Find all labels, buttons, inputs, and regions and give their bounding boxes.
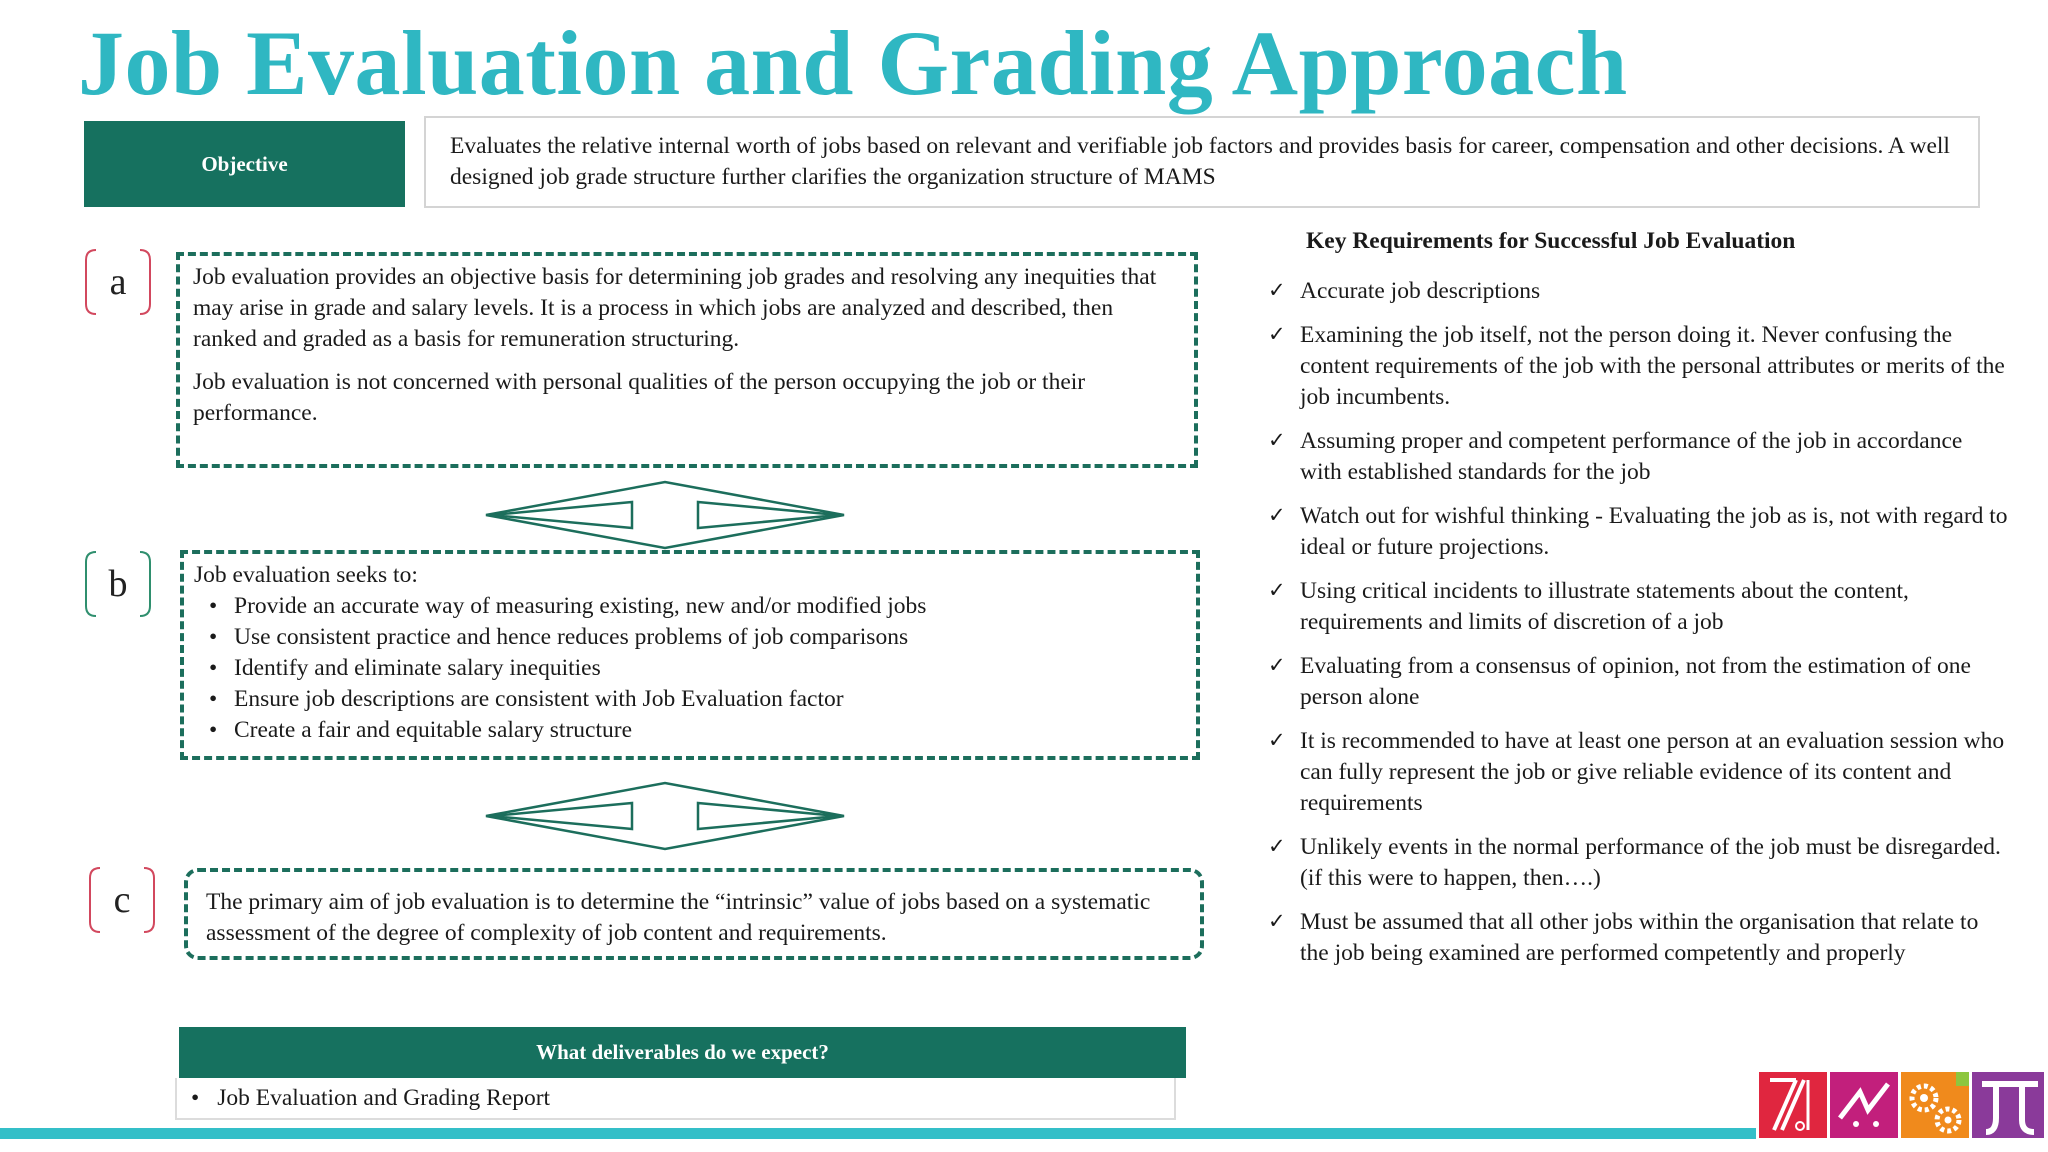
objective-text: Evaluates the relative internal worth of jobs based on relevant and verifiable job factors and provides basis for career, compensation and other decisions. A well designed job grade structure further clarifies the organization structure of MAMS bbox=[424, 116, 1980, 208]
deliverable-item: Job Evaluation and Grading Report bbox=[217, 1085, 551, 1111]
list-item: ✓ Assuming proper and competent performance of the job in accordance with established standards for the job bbox=[1268, 426, 2008, 488]
section-b-intro: Job evaluation seeks to: bbox=[194, 562, 418, 588]
section-a-box bbox=[176, 252, 1198, 468]
check-icon: ✓ bbox=[1268, 909, 1286, 933]
list-item: ✓ Evaluating from a consensus of opinion, not from the estimation of one person alone bbox=[1268, 651, 2008, 713]
bullet-icon: • bbox=[191, 1085, 200, 1111]
check-icon: ✓ bbox=[1268, 278, 1286, 302]
list-item: ✓ Unlikely events in the normal performance of the job must be disregarded. (if this were to happen, then….) bbox=[1268, 832, 2008, 894]
list-item: ✓ Examining the job itself, not the person doing it. Never confusing the content requirements of the job with the personal attributes or merits of the job incumbents. bbox=[1268, 320, 2008, 413]
section-c-marker bbox=[86, 866, 158, 934]
check-icon: ✓ bbox=[1268, 653, 1286, 677]
list-item: ✓ Using critical incidents to illustrate statements about the content, requirements and limits of discretion of a job bbox=[1268, 576, 2008, 638]
list-item: • Use consistent practice and hence reduces problems of job comparisons bbox=[209, 622, 1184, 653]
list-item: • Ensure job descriptions are consistent with Job Evaluation factor bbox=[209, 684, 1184, 715]
list-item: ✓ Must be assumed that all other jobs within the organisation that relate to the job being examined are performed competently and properly bbox=[1268, 907, 2008, 969]
objective-label: Objective bbox=[84, 121, 405, 207]
double-arrow-icon bbox=[484, 480, 846, 550]
company-logo bbox=[1756, 1070, 2048, 1140]
double-arrow-icon bbox=[484, 781, 846, 851]
section-a-marker bbox=[82, 248, 154, 316]
list-item: ✓ Watch out for wishful thinking - Evaluating the job as is, not with regard to ideal or future projections. bbox=[1268, 501, 2008, 563]
check-icon: ✓ bbox=[1268, 834, 1286, 858]
check-icon: ✓ bbox=[1268, 503, 1286, 527]
section-c-text: The primary aim of job evaluation is to determine the “intrinsic” value of jobs based on a systematic assessment of the degree of complexity of job content and requirements. bbox=[206, 889, 1151, 946]
section-b-marker bbox=[82, 550, 154, 618]
footer-bar bbox=[0, 1128, 1756, 1139]
section-b-letter: b bbox=[108, 563, 128, 605]
section-c-box bbox=[184, 868, 1204, 960]
requirements-list bbox=[1268, 276, 2008, 982]
section-b-list bbox=[194, 591, 1184, 746]
section-a-paragraph-2: Job evaluation is not concerned with personal qualities of the person occupying the job or their performance. bbox=[193, 369, 1086, 426]
list-item: ✓ Accurate job descriptions bbox=[1268, 276, 2008, 307]
check-icon: ✓ bbox=[1268, 322, 1286, 346]
section-a-letter: a bbox=[109, 261, 127, 303]
section-b-box bbox=[180, 550, 1200, 760]
check-icon: ✓ bbox=[1268, 578, 1286, 602]
list-item: • Create a fair and equitable salary structure bbox=[209, 715, 1184, 746]
section-c-letter: c bbox=[113, 879, 131, 921]
list-item: ✓ It is recommended to have at least one person at an evaluation session who can fully represent the job or give reliable evidence of its content and requirements bbox=[1268, 726, 2008, 819]
check-icon: ✓ bbox=[1268, 428, 1286, 452]
list-item: • Provide an accurate way of measuring existing, new and/or modified jobs bbox=[209, 591, 1184, 622]
section-a-paragraph-1: Job evaluation provides an objective basis for determining job grades and resolving any inequities that may arise in grade and salary levels. It is a process in which jobs are analyzed and described, then ranked and graded as a basis for remuneration structuring. bbox=[193, 264, 1157, 352]
list-item: • Identify and eliminate salary inequities bbox=[209, 653, 1184, 684]
deliverables-header: What deliverables do we expect? bbox=[179, 1027, 1186, 1078]
check-icon: ✓ bbox=[1268, 728, 1286, 752]
deliverables-body bbox=[175, 1078, 1176, 1120]
requirements-title: Key Requirements for Successful Job Evaluation bbox=[1306, 228, 1796, 254]
page-title: Job Evaluation and Grading Approach bbox=[78, 12, 1628, 114]
